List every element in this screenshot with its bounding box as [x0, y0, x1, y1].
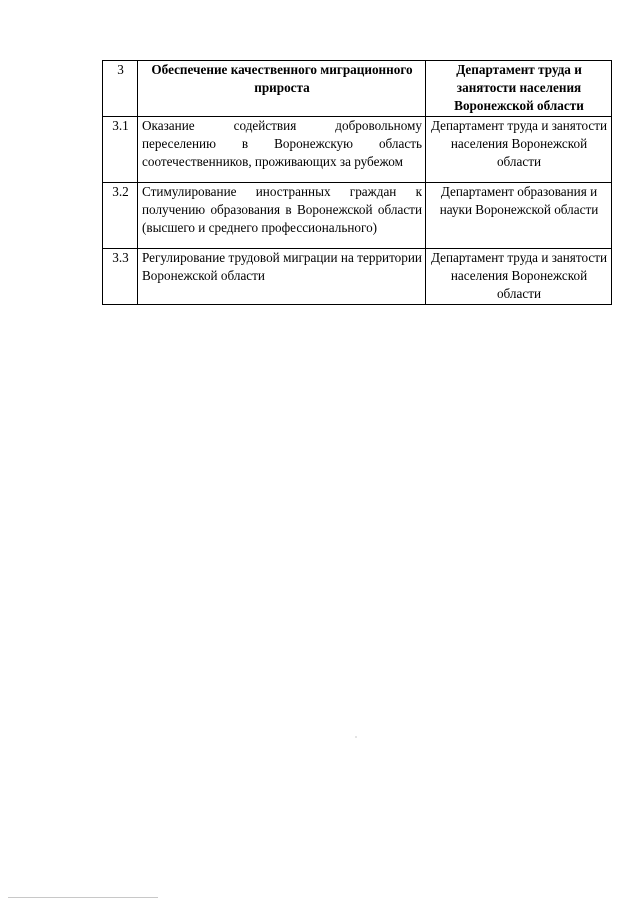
- row-number: 3.1: [103, 117, 138, 183]
- table-row: [103, 117, 612, 183]
- table-row: [103, 249, 612, 305]
- measure-text: Стимулирование иностранных граждан к получению образования в Воронежской области (высшего и среднего профессионального): [138, 183, 426, 249]
- measure-text: Регулирование трудовой миграции на территории Воронежской области: [138, 249, 426, 305]
- scan-artifact-dot: [355, 736, 357, 738]
- row-number: 3.2: [103, 183, 138, 249]
- row-number: 3.3: [103, 249, 138, 305]
- responsible-department: Департамент труда и занятости населения Воронежской области: [426, 249, 612, 305]
- measure-text: Оказание содействия добровольному переселению в Воронежскую область соотечественников, проживающих за рубежом: [138, 117, 426, 183]
- responsible-department: Департамент образования и науки Воронежской области: [426, 183, 612, 249]
- section-title: Обеспечение качественного миграционного прироста: [138, 61, 426, 117]
- table-row: [103, 183, 612, 249]
- responsible-department: Департамент труда и занятости населения Воронежской области: [426, 117, 612, 183]
- table-row-section-3: [103, 61, 612, 117]
- row-number: 3: [103, 61, 138, 117]
- measures-table: [102, 60, 612, 305]
- scan-artifact-line: [8, 897, 158, 898]
- responsible-department: Департамент труда и занятости населения Воронежской области: [426, 61, 612, 117]
